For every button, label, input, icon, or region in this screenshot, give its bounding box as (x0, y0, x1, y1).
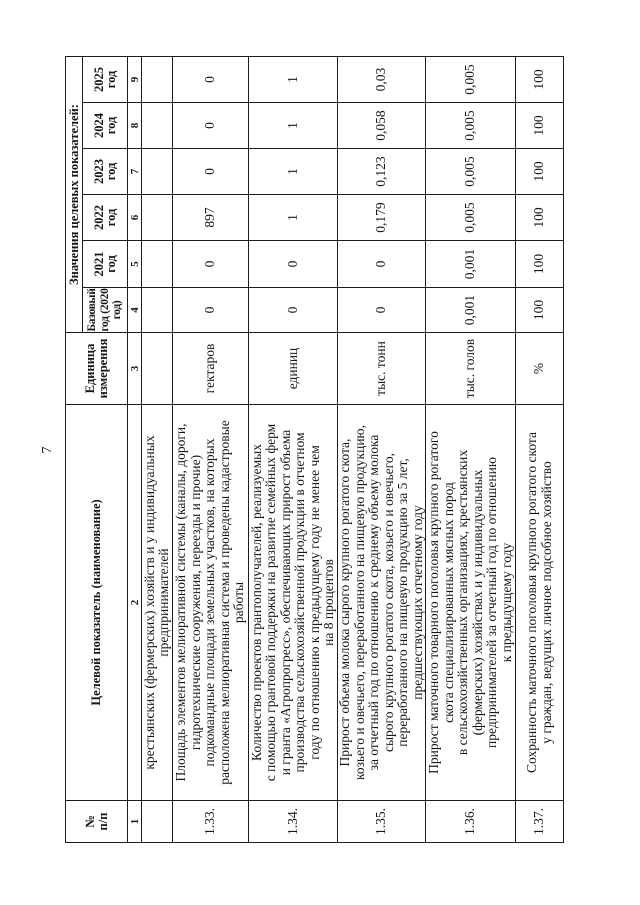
column-number: 8 (128, 103, 142, 149)
indicator-name: Площадь элементов мелиоративной системы (каналы, дороги, гидротехнические сооружения, переезды и прочие) подкомандные площади земельных участков, на которых расположена мелиоративная система и проведены кадастровые работы (173, 405, 249, 801)
table-row (142, 56, 173, 842)
page-number: 7 (40, 446, 55, 454)
table-header-row (66, 56, 83, 842)
indicator-name: Прирост маточного товарного поголовья крупного рогатого скота специализированных мясных пород в сельскохозяйственных организациях, крестьянских (фермерских) хозяйствах и у индивидуальных предпринимателей за отчетный год по отношению к предыдущему году (426, 405, 516, 801)
unit: единиц (249, 333, 338, 405)
target-indicators-table (65, 56, 564, 843)
unit (142, 333, 173, 405)
row-number: 1.35. (338, 801, 426, 843)
value-2024 (142, 103, 173, 149)
unit: гектаров (173, 333, 249, 405)
table-row (338, 56, 426, 842)
header-year-2021: 2021 год (83, 241, 128, 288)
value-2023 (142, 149, 173, 195)
value-base-2020: 0 (249, 288, 338, 333)
value-2022: 897 (173, 195, 249, 241)
value-base-2020: 0 (173, 288, 249, 333)
value-2025: 100 (516, 56, 564, 102)
table-row (426, 56, 516, 842)
value-2025: 0,03 (338, 56, 426, 102)
indicator-name: крестьянских (фермерских) хозяйств и у индивидуальных предпринимателей (142, 405, 173, 801)
indicator-name: Прирост объема молока сырого крупного рогатого скота, козьего и овечьего, переработанного на пищевую продукцию, за отчетный год по отношению к среднему объему молока сырого крупного рогатого скота, козьего и овечьего, переработанного на пищевую продукцию за 5 лет, предшествующих отчетному году (338, 405, 426, 801)
rotated-page-content (35, 57, 563, 843)
value-2021: 100 (516, 241, 564, 288)
column-number: 3 (128, 333, 142, 405)
value-2025: 1 (249, 56, 338, 102)
table-row (173, 56, 249, 842)
value-2024: 0,058 (338, 103, 426, 149)
value-base-2020: 0,001 (426, 288, 516, 333)
value-2023: 100 (516, 149, 564, 195)
header-indicator: Целевой показатель (наименование) (66, 405, 128, 801)
column-number: 6 (128, 195, 142, 241)
column-number: 5 (128, 241, 142, 288)
column-number: 2 (128, 405, 142, 801)
value-base-2020 (142, 288, 173, 333)
header-row-number: № п/п (66, 801, 128, 843)
value-2024: 100 (516, 103, 564, 149)
header-year-2023: 2023 год (83, 149, 128, 195)
value-2022: 0,005 (426, 195, 516, 241)
value-2021: 0 (338, 241, 426, 288)
value-2023: 0,005 (426, 149, 516, 195)
value-2024: 0 (173, 103, 249, 149)
row-number: 1.36. (426, 801, 516, 843)
column-number: 4 (128, 288, 142, 333)
column-numbers-row (128, 56, 142, 842)
indicator-name: Сохранность маточного поголовья крупного рогатого скота у граждан, ведущих личное подсобное хозяйство (516, 405, 564, 801)
value-2023: 0 (173, 149, 249, 195)
value-2022: 1 (249, 195, 338, 241)
unit: тыс. голов (426, 333, 516, 405)
value-2025 (142, 56, 173, 102)
row-number: 1.34. (249, 801, 338, 843)
value-2023: 1 (249, 149, 338, 195)
value-2022: 100 (516, 195, 564, 241)
header-year-2022: 2022 год (83, 195, 128, 241)
header-base-year: Базовый год (2020 год) (83, 288, 128, 333)
unit: тыс. тонн (338, 333, 426, 405)
indicator-name: Количество проектов грантополучателей, реализуемых с помощью грантовой поддержки на развитие семейных ферм и гранта «Агропрогресс», обеспечивающих прирост объема производства сельскохозяйственной продукции в отчетном году по отношению к предыдущему году не менее чем на 8 процентов (249, 405, 338, 801)
value-2024: 0,005 (426, 103, 516, 149)
value-2022 (142, 195, 173, 241)
unit: % (516, 333, 564, 405)
table-row (516, 56, 564, 842)
row-number (142, 801, 173, 843)
column-number: 1 (128, 801, 142, 843)
value-2021: 0,001 (426, 241, 516, 288)
value-base-2020: 100 (516, 288, 564, 333)
table-row (249, 56, 338, 842)
column-number: 7 (128, 149, 142, 195)
header-year-2025: 2025 год (83, 56, 128, 102)
value-2024: 1 (249, 103, 338, 149)
header-year-2024: 2024 год (83, 103, 128, 149)
column-number: 9 (128, 56, 142, 102)
header-target-values: Значения целевых показателей: (66, 56, 83, 332)
value-2023: 0,123 (338, 149, 426, 195)
value-base-2020: 0 (338, 288, 426, 333)
value-2021: 0 (173, 241, 249, 288)
value-2021: 0 (249, 241, 338, 288)
value-2025: 0,005 (426, 56, 516, 102)
header-unit: Единица измерения (66, 333, 128, 405)
row-number: 1.33. (173, 801, 249, 843)
value-2025: 0 (173, 56, 249, 102)
value-2022: 0,179 (338, 195, 426, 241)
row-number: 1.37. (516, 801, 564, 843)
value-2021 (142, 241, 173, 288)
